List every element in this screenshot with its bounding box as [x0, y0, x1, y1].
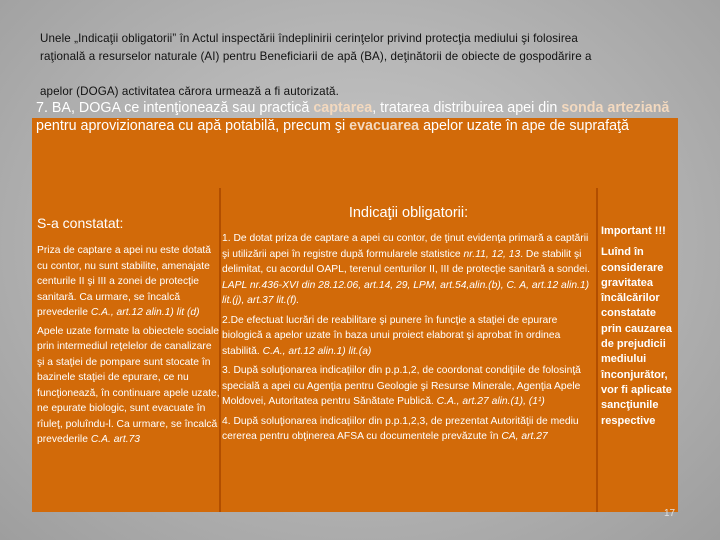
important-text: Luînd în considerare gravitatea încălcărilor constatate prin cauzarea de prejudicii mediului înconjurător, vor fi aplicate sancţiunile respective	[601, 246, 672, 427]
heading-keyword-captarea: captarea	[313, 100, 373, 116]
heading-keyword-sonda: sonda arteziană	[561, 100, 670, 116]
indication-3	[222, 363, 595, 410]
indications-title: Indicaţii obligatorii:	[348, 205, 469, 221]
intro-text	[40, 30, 680, 101]
findings-title: S-a constatat:	[37, 215, 124, 231]
heading-part: 7. BA, DOGA ce intenţionează sau practică	[36, 100, 314, 116]
indications-column	[222, 195, 595, 449]
indication-3-ref: C.A., art.27 alin.(1), (1¹)	[436, 396, 545, 407]
indication-1-ref-2: LAPL nr.436-XVI din 28.12.06, art.14, 29, LPM, art.54,alin.(b), C. A, art.12 alin.1) lit.(j), art.37 lit.(f).	[222, 279, 590, 306]
indication-2	[222, 313, 595, 360]
column-divider-right	[596, 188, 598, 512]
heading-part: , tratarea distribuirea apei din	[372, 100, 562, 116]
indication-1-ref: nr.11, 12, 13	[463, 248, 521, 260]
section-heading	[36, 99, 676, 135]
indication-4	[222, 414, 595, 445]
intro-line-1: Unele „Indicaţii obligatorii” în Actul inspectării îndeplinirii cerinţelor privind protecţia mediului şi folosirea	[40, 32, 578, 45]
indication-2-ref: C.A., art.12 alin.1) lit.(a)	[262, 345, 372, 357]
finding-1-text: Priza de captare a apei nu este dotată cu contor, nu sunt stabilite, amenajate centurile II şi III a zonei de protecţie sanitară. Ca urmare, se încalcă prevederile	[37, 245, 212, 318]
finding-1-ref: C.A., art.12 alin.1) lit (d)	[90, 307, 200, 318]
indication-1-text-2: . De stabilit şi delimitat, cu acordul OAPL, terenul centurilor II, III de protecţie sanitară a sondei.	[222, 248, 591, 275]
heading-part: pentru aprovizionarea cu apă potabilă, precum şi	[36, 118, 350, 134]
indication-1	[222, 231, 595, 309]
indication-4-ref: CA, art.27	[501, 431, 548, 442]
indication-4-text: 4. După soluţionarea indicaţiilor din p.p.1,2,3, de prezentat Autorităţii de mediu cererea pentru obţinerea AFSA cu documentele prevăzute în	[222, 415, 579, 442]
heading-part: apelor uzate în ape de suprafaţă	[419, 118, 629, 134]
heading-keyword-evacuarea: evacuarea	[349, 118, 420, 134]
indication-3-text: 3. După soluţionarea indicaţiilor din p.p.1,2, de coordonat condiţiile de folosinţă specială a apei cu Agenţia pentru Geologie şi Resurse Minerale, Agenţia Apele Moldovei, Autoritatea pentru Sănătate Publică.	[222, 365, 581, 407]
finding-2-ref: C.A. art.73	[90, 434, 141, 445]
indication-2-text: 2.De efectuat lucrări de reabilitare şi punere în funcţie a staţiei de epurare biologică a apelor uzate în baza unui proiect elaborat şi aprobat în ordinea stabilită.	[222, 314, 561, 357]
intro-line-2: raţională a resurselor naturale (AI) pentru Beneficiarii de apă (BA), deţinătorii de obiecte de gospodărire a	[40, 50, 592, 63]
important-label: Important !!!	[601, 225, 666, 237]
finding-2-text: Apele uzate formate la obiectele sociale prin intermediul reţelelor de canalizare şi a staţiei de pompare sunt stocate în bazinele staţiei de epurare, ce nu funcţionează, în continuare apele uzate, ne epurate biologic, sunt evacuate în rîuleţ, poluîndu-l. Ca urmare, se încalcă prevederile	[37, 325, 220, 445]
important-column	[601, 224, 673, 429]
page-number: 17	[664, 508, 676, 519]
finding-1	[37, 243, 221, 321]
finding-2	[37, 324, 221, 448]
findings-column	[37, 195, 221, 451]
intro-line-3: apelor (DOGA) activitatea cărora urmează a fi autorizată.	[40, 85, 339, 98]
indication-1-text: 1. De dotat priza de captare a apei cu contor, de ţinut evidenţa primară a captării şi utilizării apei în registre după formularele statistice	[222, 233, 589, 260]
